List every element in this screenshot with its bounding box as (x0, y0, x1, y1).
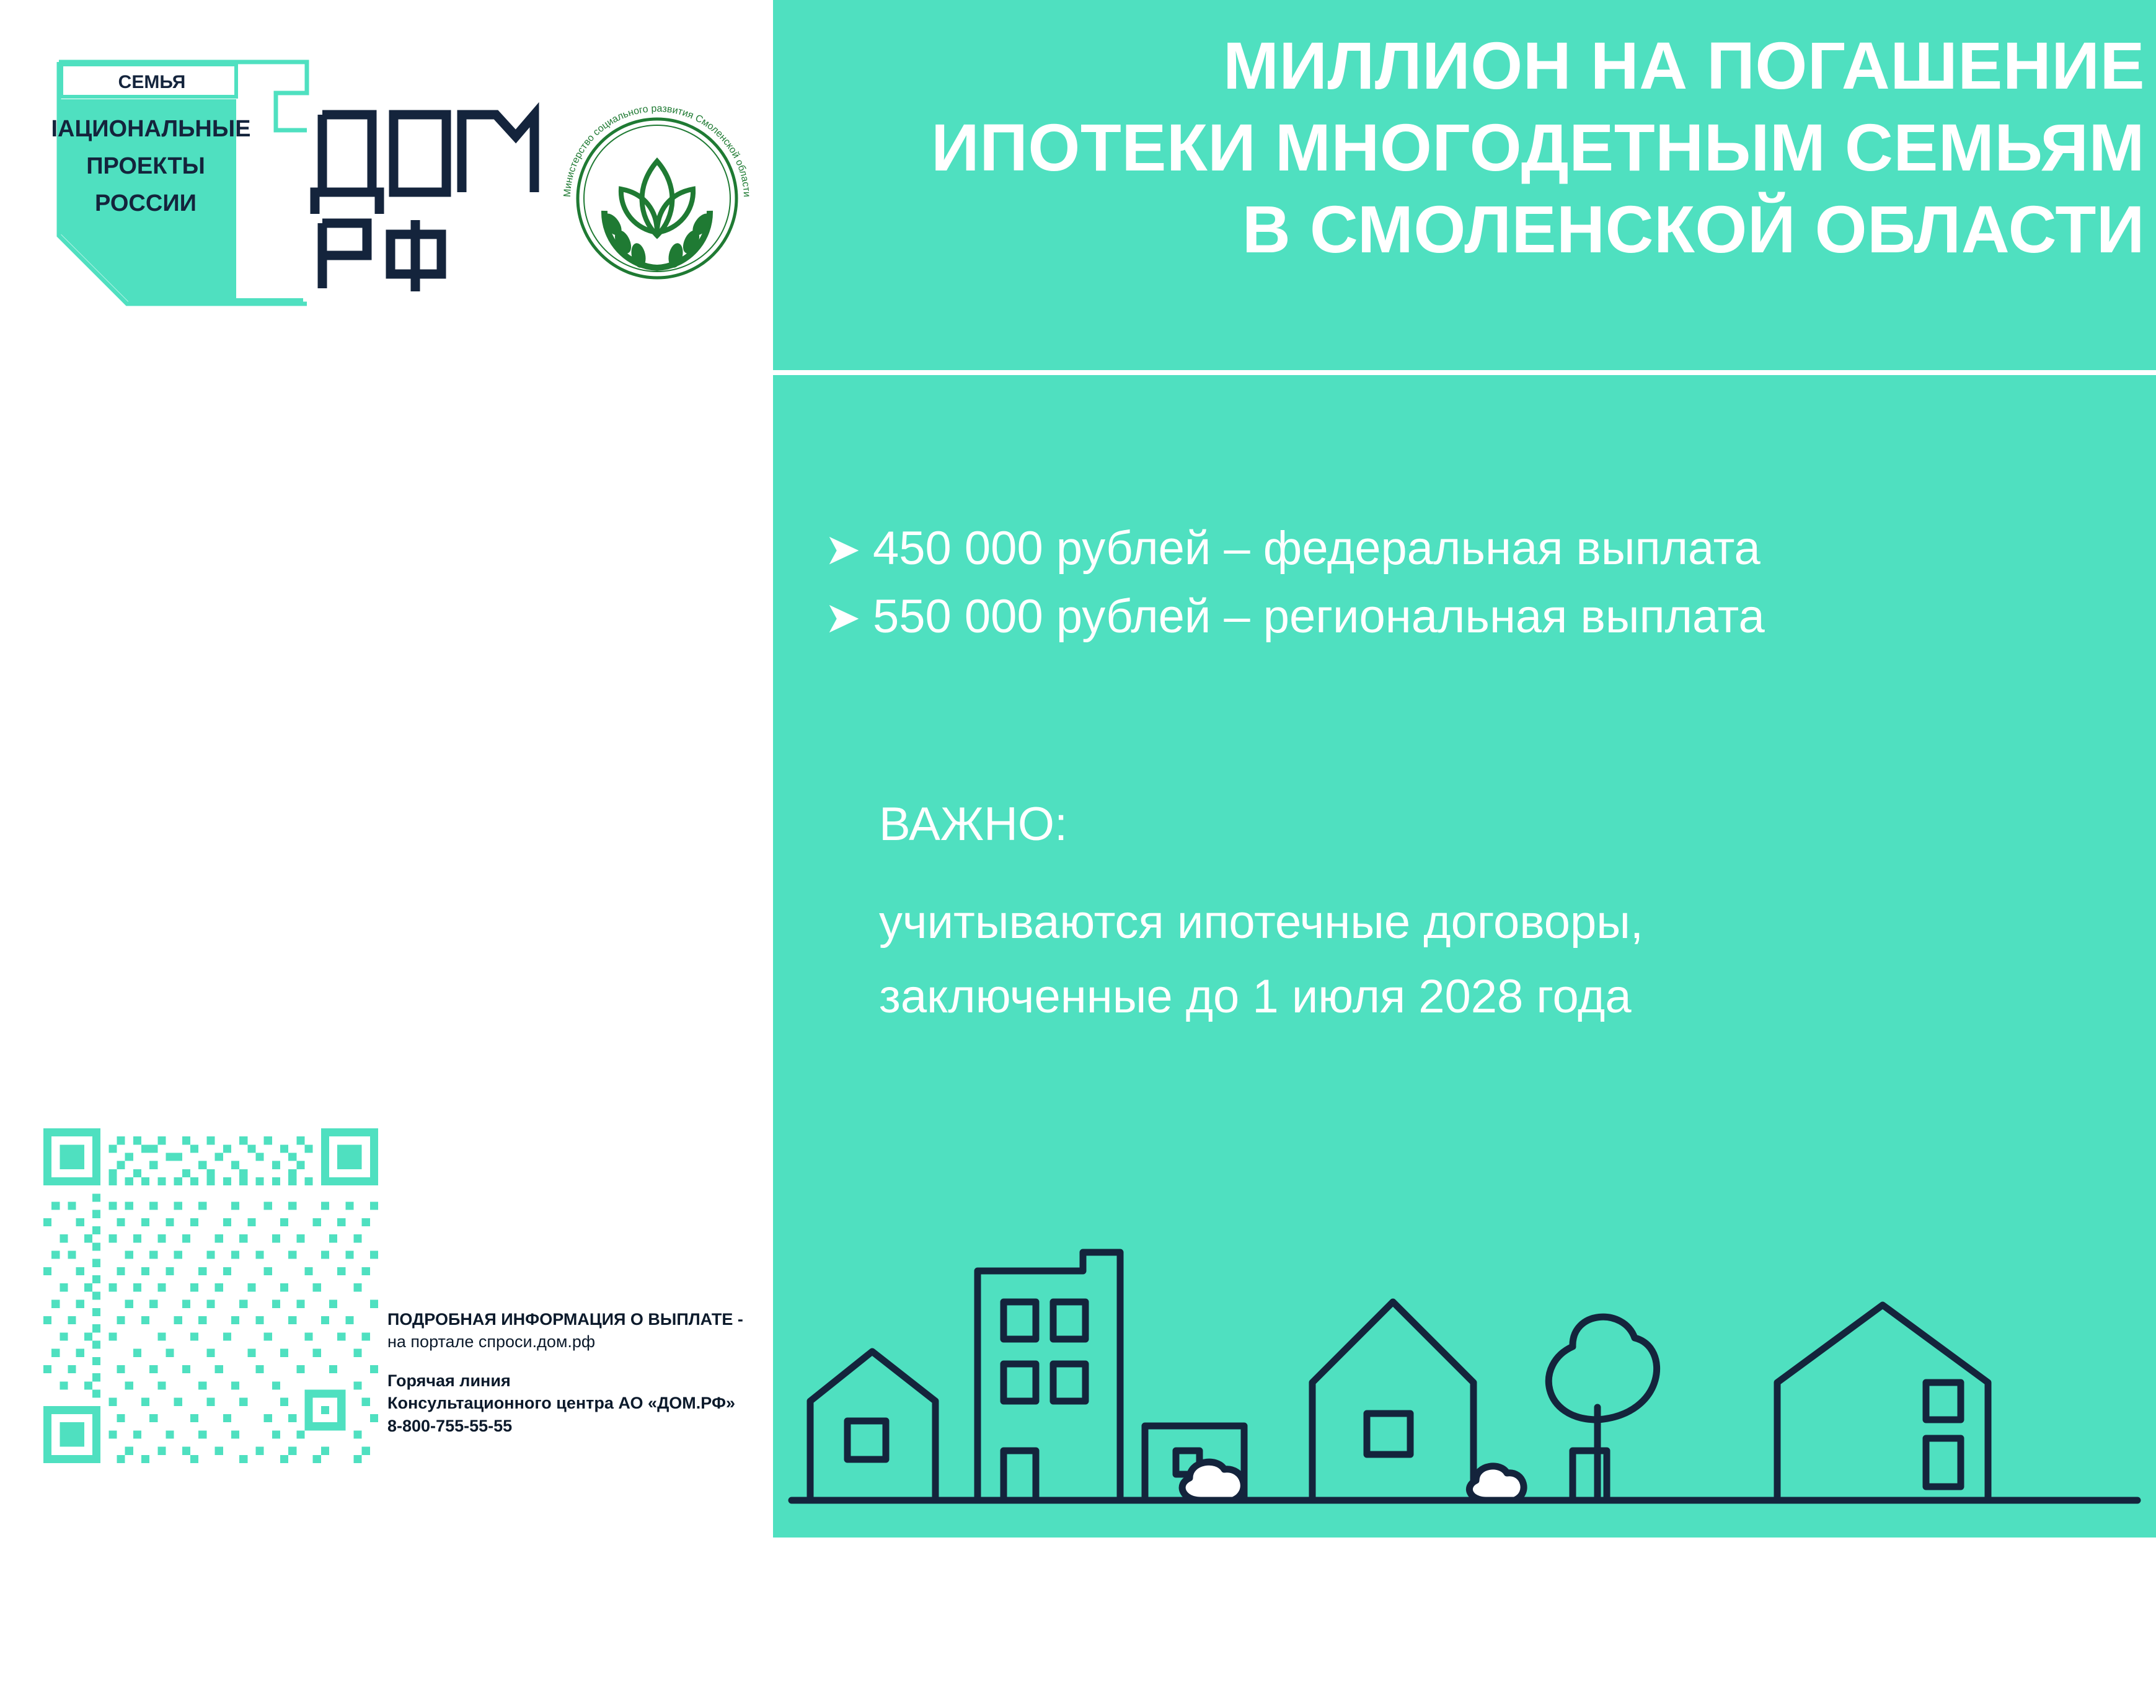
hotline-org: Консультационного центра АО «ДОМ.РФ» (387, 1394, 736, 1413)
important-note (879, 787, 2119, 1034)
national-projects-logo (53, 56, 313, 316)
domrf-line-2 (310, 99, 324, 102)
ministry-logo (546, 87, 769, 310)
contact-info (387, 1308, 772, 1437)
arrow-bullet-icon: ➤ (824, 525, 861, 573)
ministry-caption: Министерство социального развития Смоленской области (562, 103, 753, 198)
natproject-line-2: ПРОЕКТЫ (86, 153, 205, 179)
natproject-line-3: РОССИИ (95, 190, 197, 216)
arrow-bullet-icon: ➤ (824, 593, 861, 642)
natproject-small-label: СЕМЬЯ (118, 72, 186, 92)
important-line-1: учитываются ипотечные договоры, (879, 896, 1644, 949)
qr-code[interactable] (43, 1128, 378, 1463)
page-title (793, 25, 2145, 270)
domrf-line-1 (310, 99, 333, 102)
important-line-2: заключенные до 1 июля 2028 года (879, 970, 1632, 1024)
domrf-logo (310, 99, 546, 304)
info-portal: на портале спроси.дом.рф (387, 1332, 596, 1352)
title-line-2: ИПОТЕКИ МНОГОДЕТНЫМ СЕМЬЯМ (931, 109, 2145, 185)
payment-list (824, 515, 2126, 651)
bottom-white-strip (0, 1538, 2156, 1708)
natproject-line-1: НАЦИОНАЛЬНЫЕ (53, 116, 251, 142)
list-item (824, 515, 2126, 583)
list-item (824, 583, 2126, 651)
important-heading: ВАЖНО: (879, 798, 1068, 851)
title-line-3: В СМОЛЕНСКОЙ ОБЛАСТИ (1242, 191, 2145, 267)
list-item-label: 550 000 рублей – региональная выплата (873, 590, 1765, 644)
skyline-illustration (773, 1178, 2156, 1538)
info-title: ПОДРОБНАЯ ИНФОРМАЦИЯ О ВЫПЛАТЕ - (387, 1310, 743, 1329)
list-item-label: 450 000 рублей – федеральная выплата (873, 522, 1761, 575)
title-divider-rule (773, 370, 2156, 375)
contacts-spacer (387, 1353, 772, 1369)
hotline-phone[interactable]: 8-800-755-55-55 (387, 1416, 513, 1435)
title-line-1: МИЛЛИОН НА ПОГАШЕНИЕ (1222, 28, 2145, 103)
hotline-title: Горячая линия (387, 1371, 511, 1390)
